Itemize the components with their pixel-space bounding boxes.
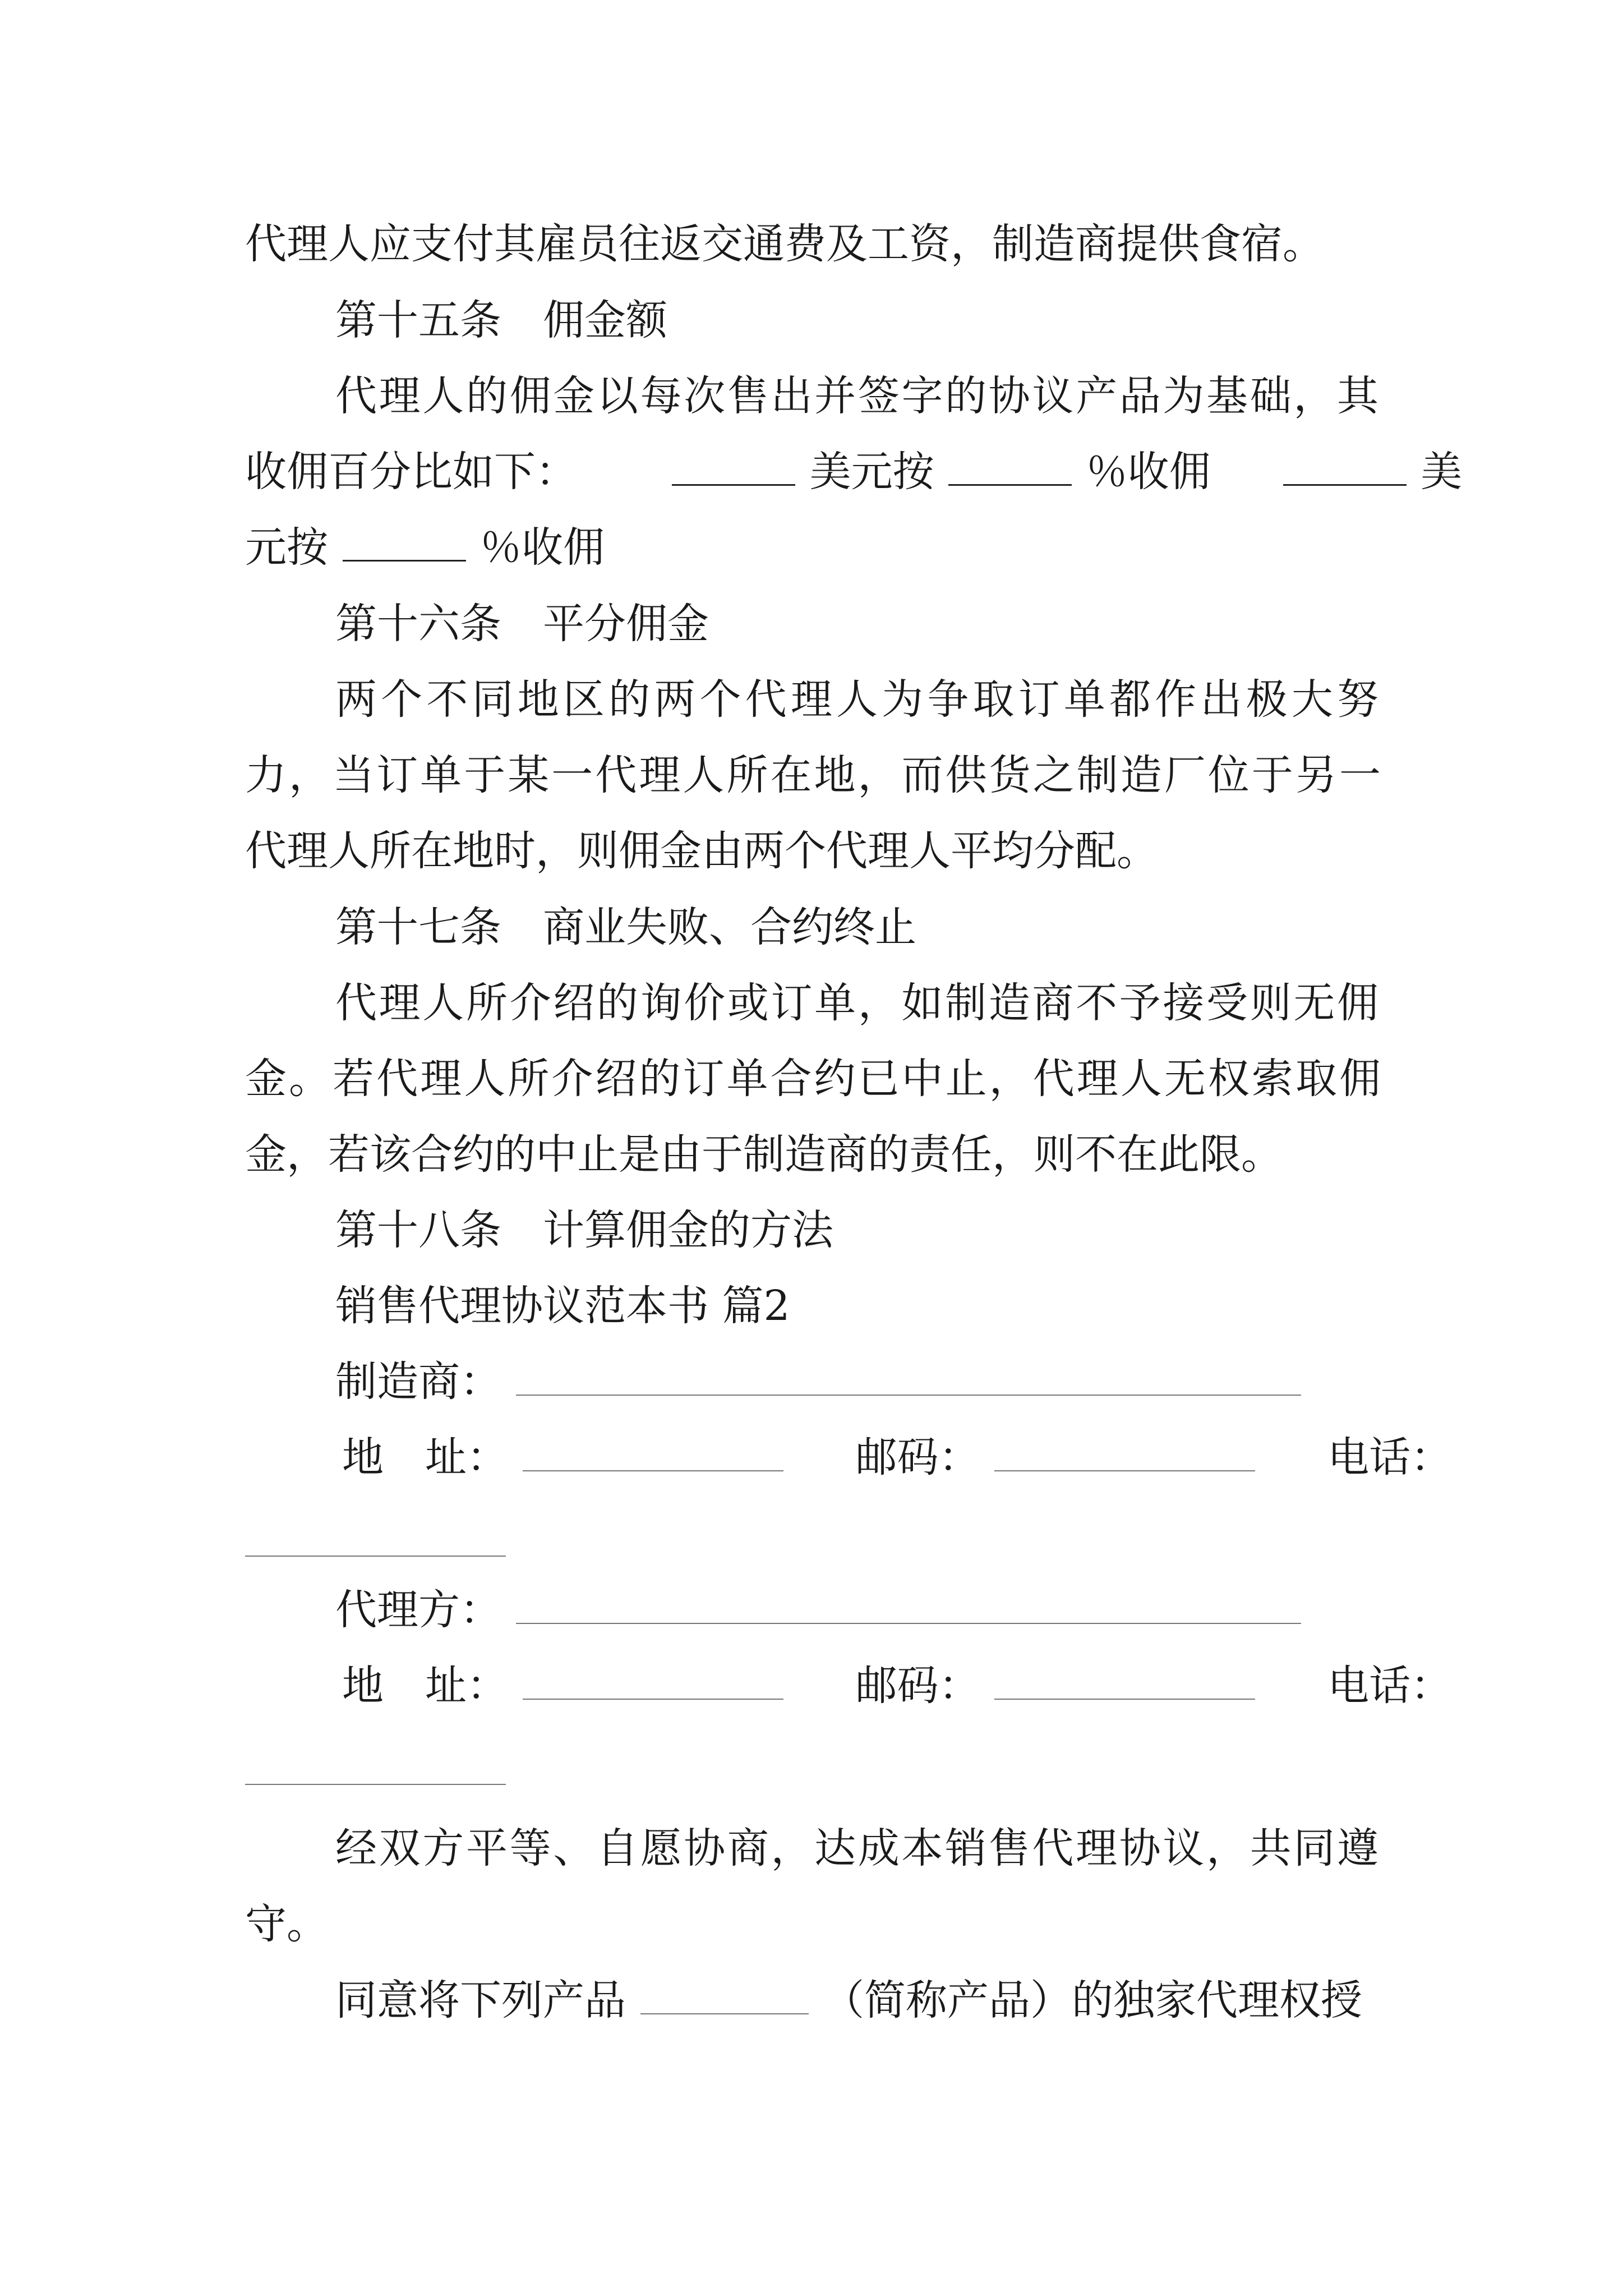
- article-18-heading: 第十八条 计算佣金的方法: [335, 1206, 833, 1254]
- address-label: 地 址：: [342, 1433, 508, 1481]
- percent-label: ％收佣: [1086, 448, 1211, 496]
- paragraph-line: 两个不同地区的两个代理人为争取订单都作出极大努: [335, 675, 1378, 724]
- paragraph-line: 守。: [245, 1900, 328, 1948]
- manufacturer-field[interactable]: [516, 1394, 1301, 1396]
- paragraph-line: 金。若代理人所介绍的订单合约已中止，代理人无权索取佣: [245, 1055, 1381, 1103]
- section-2-title: 销售代理协议范本书 篇2: [335, 1282, 790, 1330]
- manufacturer-line: [335, 1354, 1302, 1410]
- postcode-field-2[interactable]: [994, 1698, 1255, 1700]
- manufacturer-label: 制造商：: [335, 1358, 501, 1406]
- commission-label: 收佣百分比如下：: [245, 448, 577, 496]
- phone-field-2[interactable]: [245, 1784, 506, 1785]
- phone-label: 电话：: [1327, 1662, 1453, 1710]
- postcode-field[interactable]: [994, 1470, 1255, 1471]
- commission-rate-line: [245, 444, 1463, 500]
- dollar-label-part: 美: [1421, 448, 1463, 496]
- paragraph-line: 代理人的佣金以每次售出并签字的协议产品为基础，其: [335, 372, 1378, 420]
- dollar-label: 美元按: [809, 448, 934, 496]
- amount-blank-2[interactable]: [1283, 484, 1407, 486]
- article-16-heading: 第十六条 平分佣金: [335, 600, 709, 648]
- article-15-heading: 第十五条 佣金额: [335, 296, 667, 344]
- postcode-label: 邮码：: [855, 1662, 980, 1710]
- paragraph-line: 代理人所介绍的询价或订单，如制造商不予接受则无佣: [335, 979, 1378, 1027]
- address-field[interactable]: [523, 1470, 783, 1471]
- agent-contact-line: [342, 1658, 1452, 1714]
- product-field[interactable]: [640, 2013, 809, 2014]
- phone-field[interactable]: [245, 1556, 506, 1557]
- manufacturer-contact-line: [342, 1429, 1452, 1485]
- paragraph-line: 经双方平等、自愿协商，达成本销售代理协议，共同遵: [335, 1824, 1378, 1872]
- percent-blank-2[interactable]: [343, 559, 466, 562]
- agent-line: [335, 1582, 1302, 1638]
- paragraph-line: 代理人应支付其雇员往返交通费及工资，制造商提供食宿。: [245, 220, 1324, 268]
- paragraph-line: 代理人所在地时，则佣金由两个代理人平均分配。: [245, 827, 1158, 875]
- percent-label: ％收佣: [480, 523, 605, 572]
- dollar-label-part: 元按: [245, 523, 328, 572]
- address-label: 地 址：: [342, 1662, 508, 1710]
- agent-label: 代理方：: [335, 1586, 501, 1634]
- postcode-label: 邮码：: [855, 1433, 980, 1481]
- commission-rate-line-2: [245, 519, 605, 576]
- article-17-heading: 第十七条 商业失败、合约终止: [335, 903, 916, 951]
- amount-blank-1[interactable]: [672, 484, 795, 486]
- paragraph-line: 力，当订单于某一代理人所在地，而供货之制造厂位于另一: [245, 751, 1381, 799]
- agent-field[interactable]: [516, 1622, 1301, 1624]
- paragraph-line: 金，若该合约的中止是由于制造商的责任，则不在此限。: [245, 1130, 1283, 1179]
- percent-blank-1[interactable]: [948, 484, 1072, 486]
- product-label: 同意将下列产品: [335, 1976, 626, 2024]
- address-field-2[interactable]: [523, 1698, 783, 1700]
- phone-label: 电话：: [1327, 1433, 1453, 1481]
- product-line: [335, 1972, 1362, 2028]
- product-label-tail: （简称产品）的独家代理权授: [823, 1976, 1363, 2024]
